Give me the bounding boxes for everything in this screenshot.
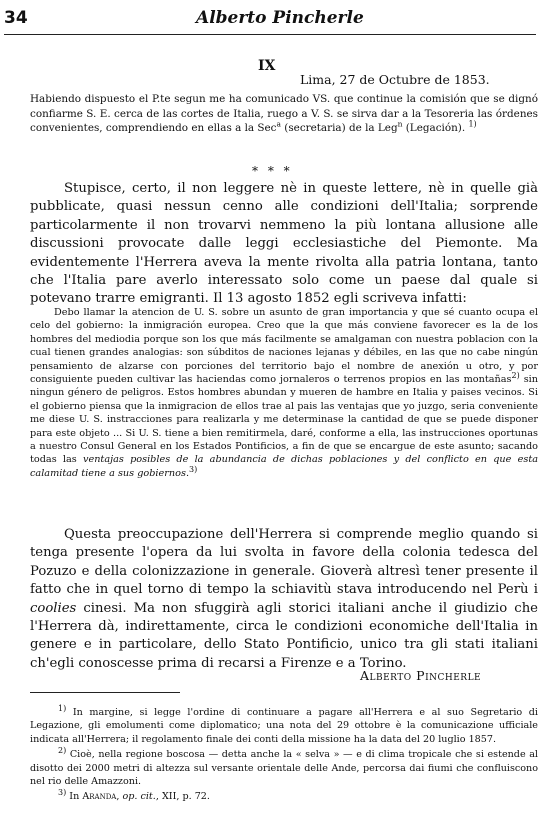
footnote-2-text: Cioè, nella regione boscosa — detta anche la « selva » — e di clima tropicale che si estende al disotto dei 2000 metri di altezza sul versante orientale delle Ande, percorsa dai fiumi che confluiscono nel rio delle Amazzoni. [30, 749, 538, 788]
footnote-3-author: Aranda [82, 791, 117, 803]
footnote-2 [30, 748, 538, 788]
section-separator: * * * [252, 164, 293, 178]
letter-dateline: Lima, 27 de Octubre de 1853. [300, 72, 490, 87]
footnotes [30, 703, 538, 806]
quote-italic: ventajas posibles de la abundancia de dichas poblaciones y del conflicto en que esta calamitad tiene a sus gobiernos. [30, 454, 538, 479]
quoted-letter [30, 306, 538, 480]
footnote-1-text: In margine, si legge l'ordine di continuare a pagare all'Herrera e al suo Segretario di Legazione, gli emolumenti come diplomatico; una nota del 29 ottobre è la comunicazione ufficiale indicata all'Herrera; il regolamento finale dei conti della missione ha la data del 20 luglio 1857. [30, 707, 538, 745]
letter-number: IX [258, 58, 276, 74]
footnote-ref-3: 3) [189, 464, 198, 474]
quote-text-a: Debo llamar la atencion de U. S. sobre un asunto de gran importancia y que sé cuanto ocupa el celo del gobierno: la inmigración europea. Creo que la que más conviene favorecer es la de los hombres del mediodia porque son los que más facilmente se amalgaman con nuestra poblacion con la cual tienen grandes analogias: son súbditos de naciones lejanas y débiles, en las que no cabe ningún pensamiento de alzarse con porciones del territorio bajo el nombre de anexión u otro, y por consiguiente pueden cultivar las haciendas como jornaleros o terrenos propios en las montañas [30, 307, 538, 386]
letter-text [30, 92, 538, 136]
footnote-ref-1: 1) [468, 119, 477, 129]
quote-text-b: sin ningun género de peligros. Estos hombres abundan y mueren de hambre en Italia y paises vecinos. Si el gobierno piensa que la inmigracion de ellos trae al pais las ventajas que yo juzgo, seria conveniente me diese U. S. instracciones para realizarla y me determinase la cantidad de que se puede disponer para este objeto ... Si U. S. tiene a bien remitirmela, daré, conforme a ella, las instrucciones oportunas a nuestro Consul General en los Estados Pontificios, a fin de que se encargue de este asunto; sacando todas las [30, 374, 539, 466]
page-number: 34 [4, 8, 28, 28]
footnote-3-sep: , [116, 791, 123, 803]
footnote-2-mark: 2) [58, 746, 67, 756]
page-header [0, 8, 550, 32]
paragraph-2-italic: coolies [30, 600, 77, 616]
footnote-ref-2: 2) [511, 370, 520, 380]
letter-text-a: Habiendo dispuesto el P.te segun me ha comunicado VS. que continue la comisión que se dignó confiarme S. E. cerca de las cortes de Italia, ruego a V. S. se sirva dar a la Tesoreria las órdenes convenientes, comprendiendo en ellas a la Sec [30, 93, 538, 135]
paragraph-2 [30, 526, 538, 673]
footnote-3-pre: In [69, 791, 83, 803]
footnote-1 [30, 703, 538, 746]
running-title: Alberto Pincherle [196, 8, 364, 28]
footnote-3 [30, 790, 538, 803]
paragraph-2-b: cinesi. Ma non sfuggirà agli storici italiani anche il giudizio che l'Herrera dà, indirettamente, circa le condizioni economiche dell'Italia in genere e in particolare, dello Stato Pontificio, unico tra gli stati italiani ch'egli conoscesse prima di recarsi a Firenze e a Torino. [30, 600, 538, 671]
footnote-rule [30, 692, 180, 693]
letter-text-b: (secretaria) de la Leg [280, 122, 398, 135]
footnote-3-post: , XII, p. 72. [155, 791, 210, 803]
letter-sup-leg: n [397, 119, 403, 129]
footnote-1-mark: 1) [58, 703, 67, 713]
letter-sup-sec: a [276, 119, 281, 129]
header-rule [4, 34, 536, 35]
paragraph-1: Stupisce, certo, il non leggere nè in queste lettere, nè in quelle già pubblicate, quasi nessun cenno alle condizioni dell'Italia; sorprende particolarmente il non trovarvi nemmeno la più lontana allusione alle discussioni provocate dalle leggi ecclesiastiche del Piemonte. Ma evidentemente l'Herrera aveva la mente rivolta alla patria lontana, tanto che l'Italia pare averlo interessato solo come un paese dal quale si potevano trarre emigranti. Il 13 agosto 1852 egli scriveva infatti: [30, 181, 538, 307]
letter-text-c: (Legación). [402, 122, 469, 135]
quote-body [30, 306, 538, 480]
paragraph-2-a: Questa preoccupazione dell'Herrera si comprende meglio quando si tenga presente l'opera da lui svolta in favore della colonia tedesca del Pozuzo e della colonizzazione in generale. Gioverà altresì tener presente il fatto che in quel torno di tempo la schiavitù stava introducendo nel Perù i [30, 527, 538, 598]
author-signature: Alberto Pincherle [360, 668, 482, 683]
footnote-3-mark: 3) [58, 788, 67, 798]
footnote-3-italic: op. cit. [122, 791, 156, 803]
